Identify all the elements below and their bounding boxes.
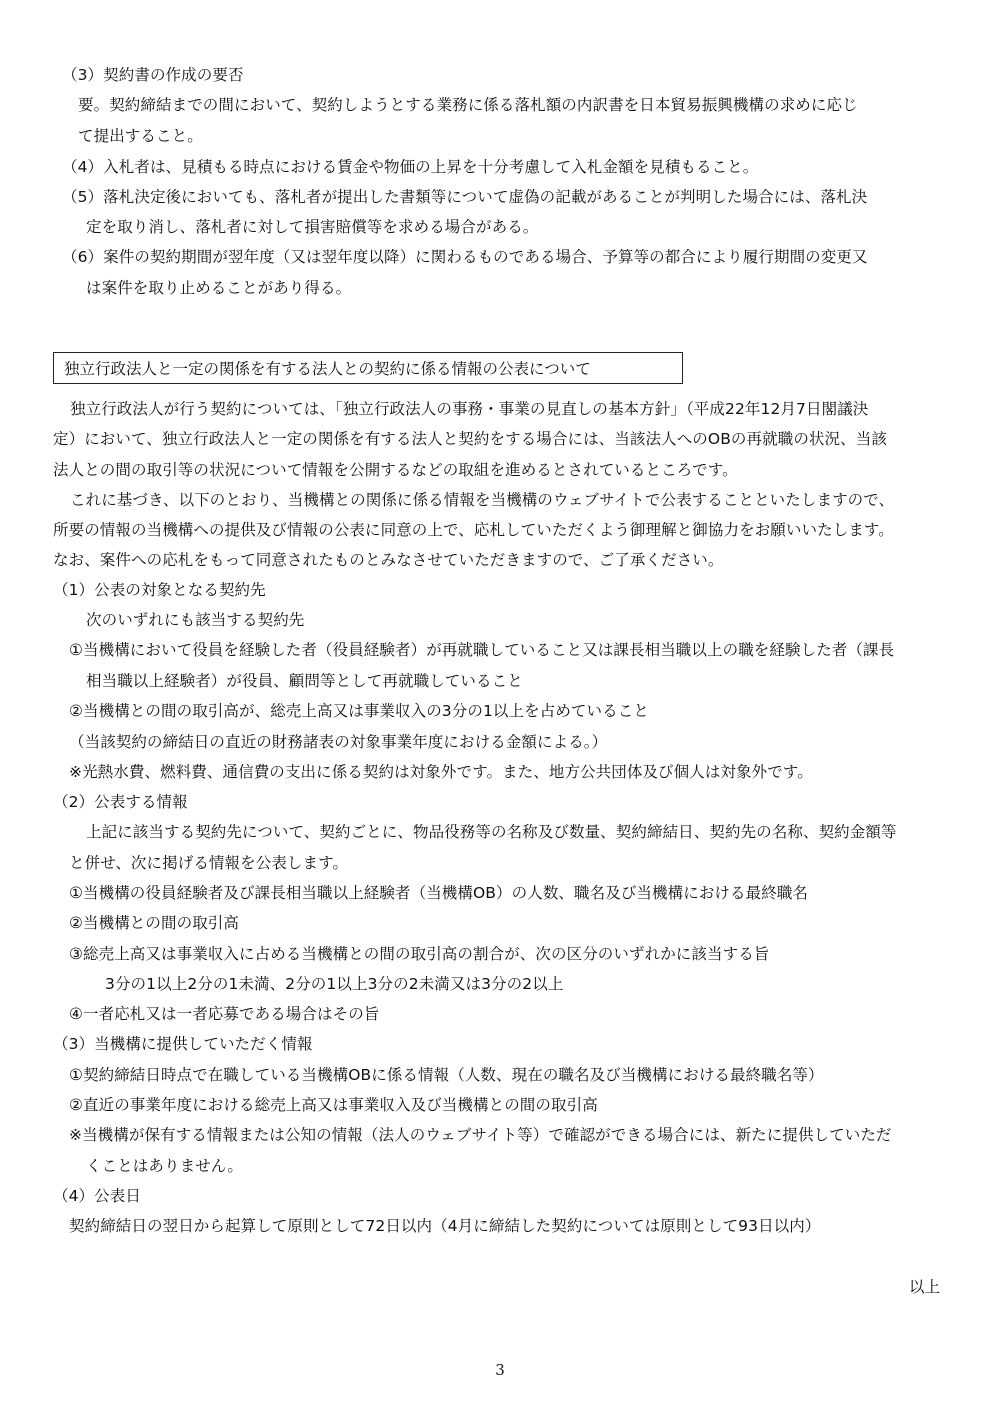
item-1-point-1-cont: 相当職以上経験者）が役員、顧問等として再就職していること xyxy=(86,672,523,690)
item-1-heading: （1）公表の対象となる契約先 xyxy=(53,581,266,599)
intro-line-1: 独立行政法人が行う契約については、「独立行政法人の事務・事業の見直しの基本方針」（平成22年12月7日閣議決 xyxy=(70,400,869,418)
section-heading-box xyxy=(53,352,683,384)
item-3-point-2: ②直近の事業年度における総売上高又は事業収入及び当機構との間の取引高 xyxy=(69,1096,598,1114)
clause-6-cont: は案件を取り止めることがあり得る。 xyxy=(86,279,352,297)
clause-3-body: 要。契約締結までの間において、契約しようとする業務に係る落札額の内訳書を日本貿易振興機構の求めに応じ xyxy=(78,96,858,114)
item-2-heading: （2）公表する情報 xyxy=(53,793,188,811)
clause-4: （4）入札者は、見積もる時点における賃金や物価の上昇を十分考慮して入札金額を見積もること。 xyxy=(62,158,759,176)
item-1-point-1: ①当機構において役員を経験した者（役員経験者）が再就職していること又は課長相当職以上の職を経験した者（課長 xyxy=(69,641,895,659)
item-2-point-4: ④一者応札又は一者応募である場合はその旨 xyxy=(69,1005,380,1023)
closing-mark: 以上 xyxy=(908,1278,940,1296)
item-2-point-2: ②当機構との間の取引高 xyxy=(69,914,239,932)
clause-5-cont: 定を取り消し、落札者に対して損害賠償等を求める場合がある。 xyxy=(86,218,539,236)
item-1-point-2: ②当機構との間の取引高が、総売上高又は事業収入の3分の1以上を占めていること xyxy=(69,702,649,720)
intro-line-4: これに基づき、以下のとおり、当機構との関係に係る情報を当機構のウェブサイトで公表することといたしますので、 xyxy=(70,491,895,509)
clause-3-heading: （3）契約書の作成の要否 xyxy=(62,66,244,84)
clause-5: （5）落札決定後においても、落札者が提出した書類等について虚偽の記載があることが判明した場合には、落札決 xyxy=(62,188,868,206)
item-3-point-1: ①契約締結日時点で在職している当機構OBに係る情報（人数、現在の職名及び当機構における最終職名等） xyxy=(69,1066,824,1084)
intro-line-5: 所要の情報の当機構への提供及び情報の公表に同意の上で、応札していただくよう御理解と御協力をお願いいたします。 xyxy=(53,521,894,539)
intro-line-2: 定）において、独立行政法人と一定の関係を有する法人と契約をする場合には、当該法人へのOBの再就職の状況、当該 xyxy=(53,430,887,448)
item-2-point-3: ③総売上高又は事業収入に占める当機構との間の取引高の割合が、次の区分のいずれかに該当する旨 xyxy=(69,945,770,963)
clause-3-body-cont: て提出すること。 xyxy=(78,127,203,145)
item-2-point-3-ranges: 3分の1以上2分の1未満、2分の1以上3分の2未満又は3分の2以上 xyxy=(105,975,564,993)
item-1-point-2-note: （当該契約の締結日の直近の財務諸表の対象事業年度における金額による。） xyxy=(69,733,608,751)
intro-line-6: なお、案件への応札をもって同意されたものとみなさせていただきますので、ご了承ください。 xyxy=(53,551,724,569)
item-3-note: ※当機構が保有する情報または公知の情報（法人のウェブサイト等）で確認ができる場合には、新たに提供していただ xyxy=(69,1126,892,1144)
item-4-body: 契約締結日の翌日から起算して原則として72日以内（4月に締結した契約については原則として93日以内） xyxy=(69,1217,821,1235)
item-3-heading: （3）当機構に提供していただく情報 xyxy=(53,1035,313,1053)
page-number: 3 xyxy=(495,1361,505,1379)
clause-6: （6）案件の契約期間が翌年度（又は翌年度以降）に関わるものである場合、予算等の都合により履行期間の変更又 xyxy=(62,248,868,266)
item-2-intro: 上記に該当する契約先について、契約ごとに、物品役務等の名称及び数量、契約締結日、契約先の名称、契約金額等 xyxy=(86,823,897,841)
item-4-heading: （4）公表日 xyxy=(53,1187,141,1205)
item-3-note-cont: くことはありません。 xyxy=(86,1157,243,1175)
item-1-exclusion-note: ※光熱水費、燃料費、通信費の支出に係る契約は対象外です。また、地方公共団体及び個人は対象外です。 xyxy=(69,763,813,781)
section-heading: 独立行政法人と一定の関係を有する法人との契約に係る情報の公表について xyxy=(64,360,591,378)
item-1-intro: 次のいずれにも該当する契約先 xyxy=(86,611,305,629)
item-2-intro-cont: と併せ、次に掲げる情報を公表します。 xyxy=(69,854,349,872)
item-2-point-1: ①当機構の役員経験者及び課長相当職以上経験者（当機構OB）の人数、職名及び当機構における最終職名 xyxy=(69,884,809,902)
intro-line-3: 法人との間の取引等の状況について情報を公開するなどの取組を進めるとされているところです。 xyxy=(53,461,738,479)
